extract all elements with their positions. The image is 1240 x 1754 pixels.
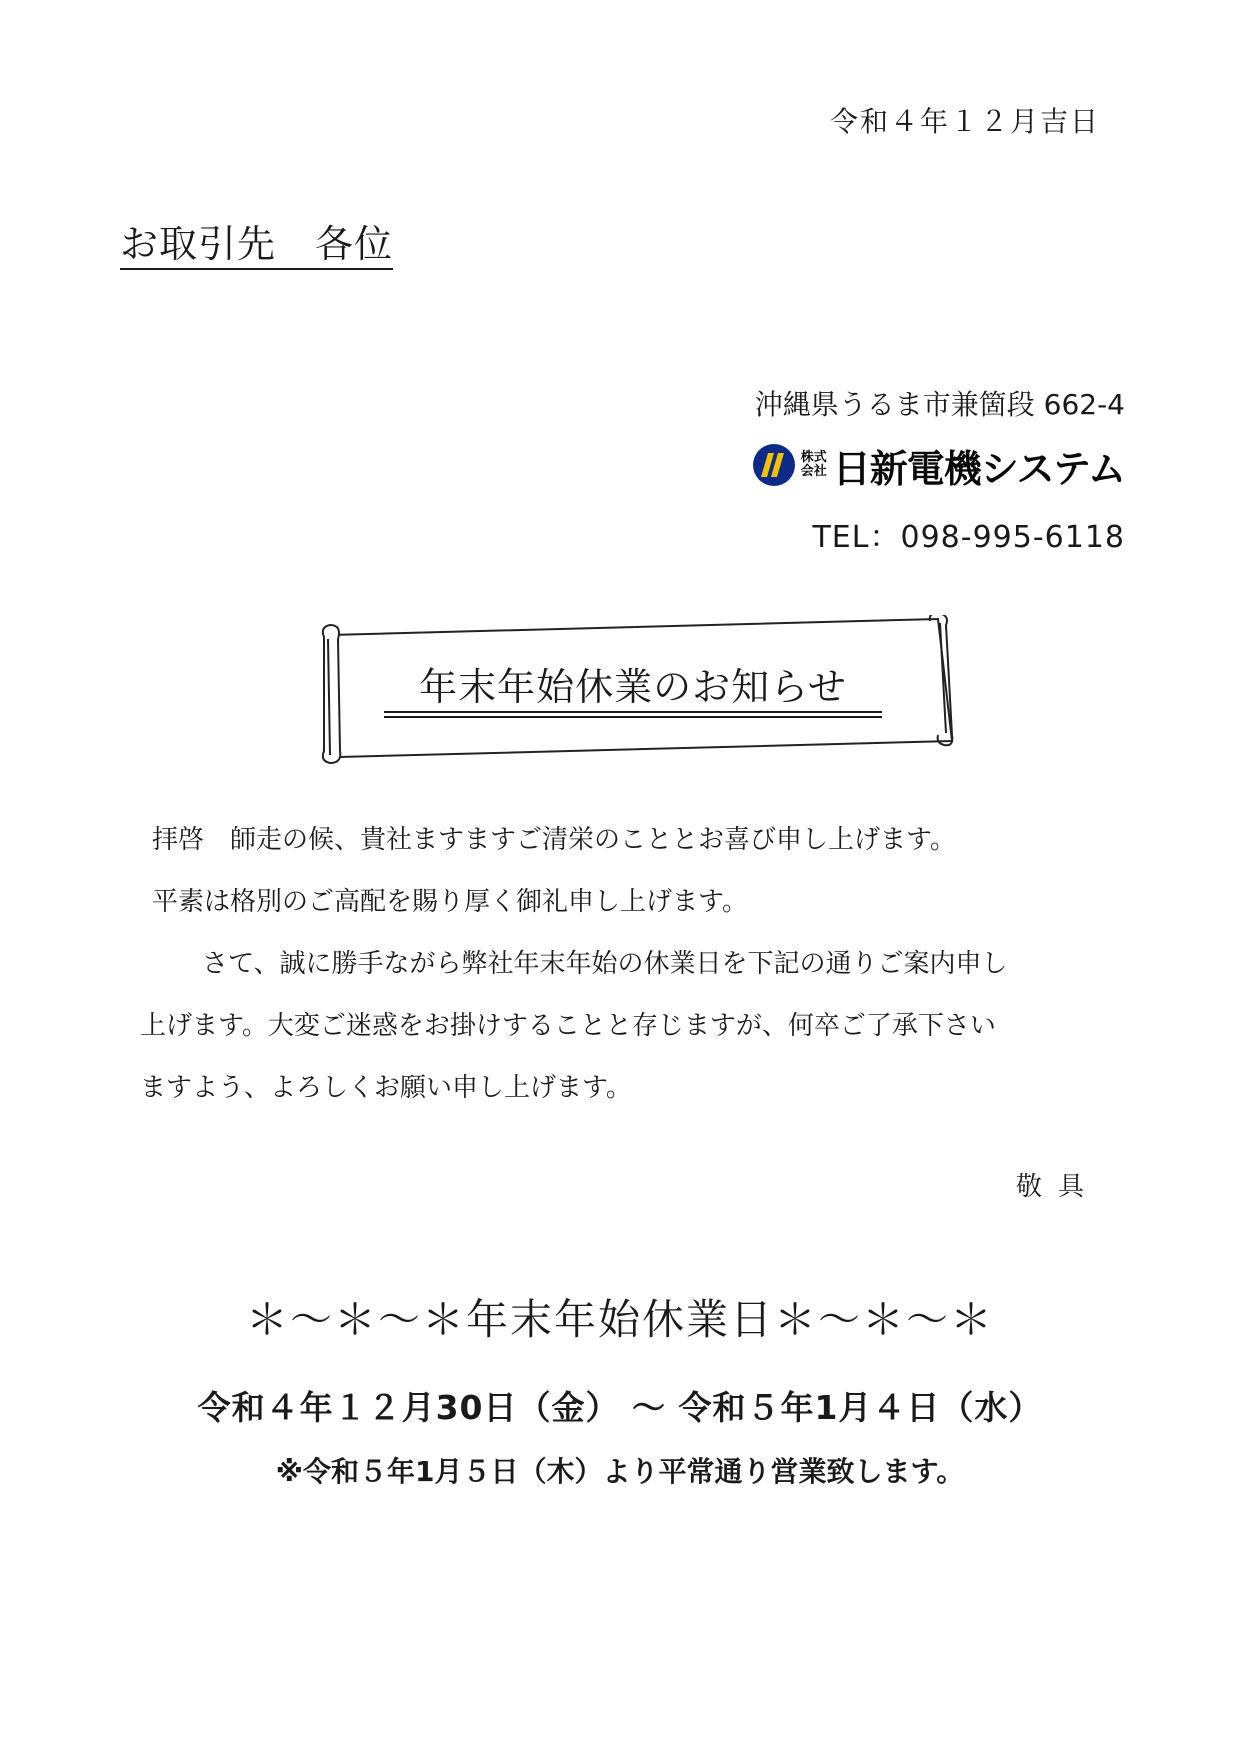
body-line-greeting: 拝啓 師走の候、貴社ますますご清栄のこととお喜び申し上げます。 [152, 825, 956, 855]
logo-stripe-right [771, 453, 784, 477]
sender-address: 沖縄県うるま市兼箇段 662-4 [754, 388, 1125, 421]
company-type-label [801, 451, 827, 479]
letter-body [140, 820, 1130, 1130]
company-name: 日新電機システム [832, 446, 1125, 491]
logo-stripe-left [761, 453, 774, 477]
body-line-notice-2: 上げます。大変ご迷惑をお掛けすることと存じますが、何卒ご了承下さい [140, 1011, 996, 1041]
company-logo-block [753, 440, 1125, 490]
company-logo-icon [753, 444, 795, 486]
sender-tel: TEL：098-995-6118 [812, 520, 1125, 555]
closing-remark: 敬具 [1015, 1172, 1100, 1202]
holiday-period: 令和４年１２月30日（金） ～ 令和５年1月４日（水） [197, 1388, 1043, 1427]
company-type-line-1: 株式 [800, 450, 827, 465]
body-line-thanks: 平素は格別のご高配を賜り厚く御礼申し上げます。 [152, 887, 748, 917]
recipient-heading: お取引先 各位 [120, 222, 393, 270]
holiday-heading: ＊～＊～＊年末年始休業日＊～＊～＊ [245, 1295, 994, 1344]
holiday-resume-note: ※令和５年1月５日（木）より平常通り営業致します。 [275, 1455, 965, 1488]
notice-title-underline [384, 711, 882, 718]
company-type-line-2: 会社 [800, 464, 827, 479]
notice-title-text: 年末年始休業のお知らせ [419, 665, 847, 709]
letter-date: 令和４年１２月吉日 [829, 105, 1100, 138]
notice-title [384, 665, 882, 718]
body-line-notice-3: ますよう、よろしくお願い申し上げます。 [140, 1073, 632, 1103]
body-line-notice-1: さて、誠に勝手ながら弊社年末年始の休業日を下記の通りご案内申し [202, 949, 1008, 979]
logo-stripes-icon [753, 444, 795, 486]
